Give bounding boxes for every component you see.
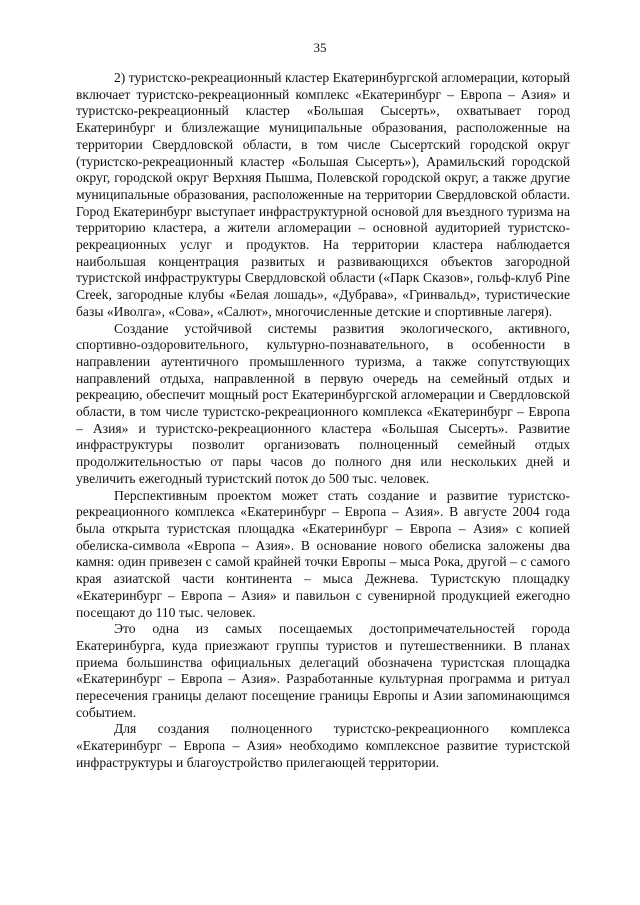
document-body [76,70,570,772]
paragraph-cluster-description: 2) туристско-рекреационный кластер Екатеринбургской агломерации, который включает туристско-рекреационный комплекс «Екатеринбург – Европа – Азия» и туристско-рекреационный кластер «Большая Сысерть», охватывает город Екатеринбург и близлежащие муниципальные образования, расположенные на территории Свердловской области, в том числе Сысертский городской округ (туристско-рекреационный кластер «Большая Сысерть»), Арамильский городской округ, городской округ Верхняя Пышма, Полевской городской округ, а также другие муниципальные образования, расположенные на территории Свердловской области. Город Екатеринбург выступает инфраструктурной основой для въездного туризма на территорию кластера, а жители агломерации – основной аудиторией туристско-рекреационных услуг и продуктов. На территории кластера наблюдается наибольшая концентрация развитых и развивающихся объектов загородной туристской инфраструктуры Свердловской области («Парк Сказов», гольф-клуб Pine Creek, загородные клубы «Белая лошадь», «Дубрава», «Гринвальд», туристические базы «Иволга», «Сова», «Салют», многочисленные детские и спортивные лагеря). [76,70,570,319]
paragraph-complex-development: Для создания полноценного туристско-рекреационного комплекса «Екатеринбург – Европа – Азия» необходимо комплексное развитие туристской инфраструктуры и благоустройство прилегающей территории. [76,721,570,770]
page-number: 35 [313,40,327,55]
paragraph-attraction: Это одна из самых посещаемых достопримечательностей города Екатеринбурга, куда приезжают группы туристов и путешественники. В планах приема большинства официальных делегаций обозначена туристская площадка «Екатеринбург – Европа – Азия». Разработанные культурная программа и ритуал пересечения границы делают посещение границы Европы и Азии запоминающимся событием. [76,621,570,720]
paragraph-sustainable-development: Создание устойчивой системы развития экологического, активного, спортивно-оздоровительного, культурно-познавательного, в особенности в направлении аутентичного промышленного туризма, а также сопутствующих направлений отдыха, направленной в первую очередь на семейный отдых и рекреацию, обеспечит мощный рост Екатеринбургской агломерации и Свердловской области, в том числе туристско-рекреационного комплекса «Екатеринбург – Европа – Азия» и туристско-рекреационного кластера «Большая Сысерть». Развитие инфраструктуры позволит организовать полноценный семейный отдых продолжительностью от пары часов до полного дня или нескольких дней и увеличить ежегодный туристский поток до 500 тыс. человек. [76,320,570,486]
paragraph-prospective-project: Перспективным проектом может стать создание и развитие туристско-рекреационного комплекса «Екатеринбург – Европа – Азия». В августе 2004 года была открыта туристская площадка «Екатеринбург – Европа – Азия» с копией обелиска-символа «Европа – Азия». В основание нового обелиска заложены два камня: один привезен с самой крайней точки Европы – мыса Рока, другой – с самого края азиатской части континента – мыса Дежнева. Туристскую площадку «Екатеринбург – Европа – Азия» и павильон с сувенирной продукцией ежегодно посещают до 110 тыс. человек. [76,487,570,620]
